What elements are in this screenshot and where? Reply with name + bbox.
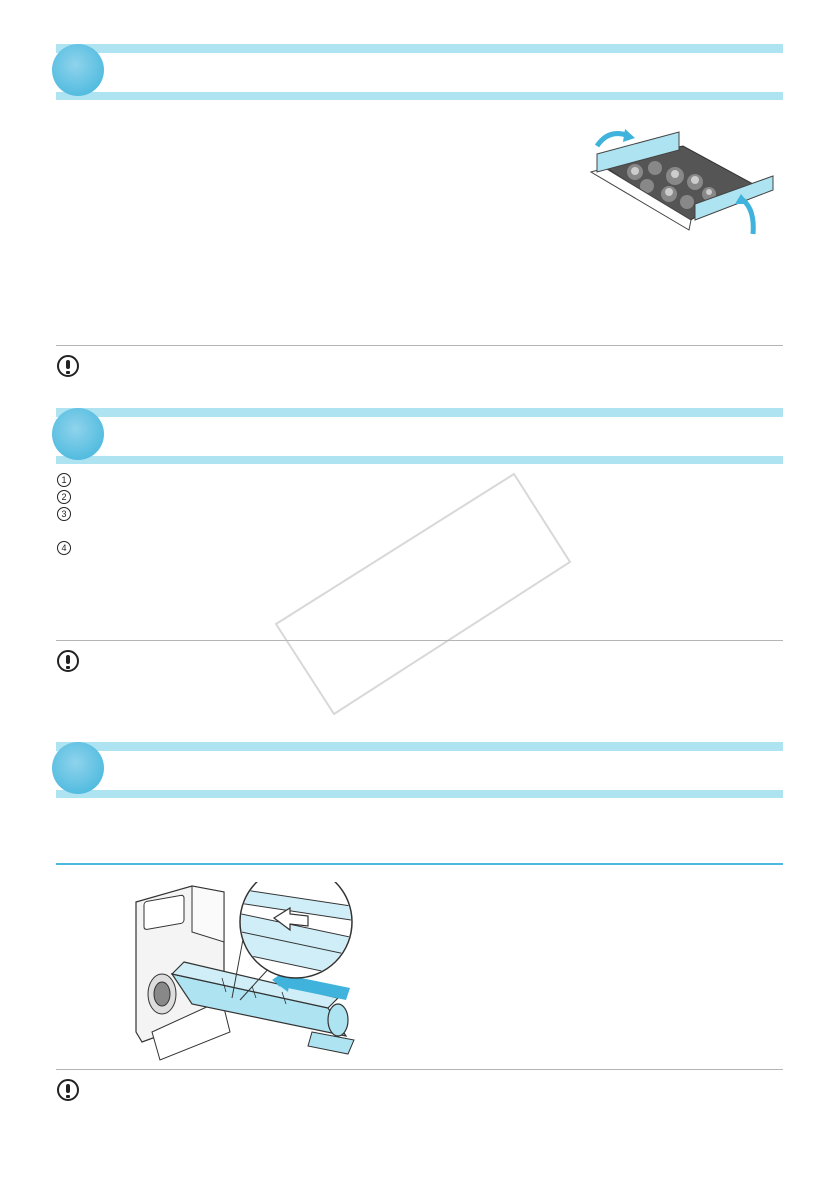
caution-icon — [57, 650, 79, 672]
header-band-top — [56, 408, 783, 417]
header-band-bottom — [56, 92, 783, 100]
watermark-frame — [272, 470, 572, 720]
step-number-1: 1 — [57, 473, 71, 487]
step-divider — [56, 863, 783, 865]
caution-divider — [56, 1069, 783, 1070]
caution-divider — [56, 345, 783, 346]
step-number-4: 4 — [57, 541, 71, 555]
section-2-header — [56, 408, 783, 464]
header-band-bottom — [56, 790, 783, 798]
header-band-bottom — [56, 456, 783, 464]
paper-illustration — [583, 124, 779, 236]
section-number-circle — [52, 742, 104, 794]
caution-icon — [57, 1079, 79, 1101]
step-number-2: 2 — [57, 490, 71, 504]
header-band-top — [56, 44, 783, 53]
caution-icon — [57, 355, 79, 377]
section-number-circle — [52, 44, 104, 96]
section-1-header — [56, 44, 783, 100]
step-number-3: 3 — [57, 507, 71, 521]
header-band-top — [56, 742, 783, 751]
section-3-header — [56, 742, 783, 798]
cassette-insertion-illustration — [132, 882, 364, 1062]
section-number-circle — [52, 408, 104, 460]
caution-divider — [56, 640, 783, 641]
